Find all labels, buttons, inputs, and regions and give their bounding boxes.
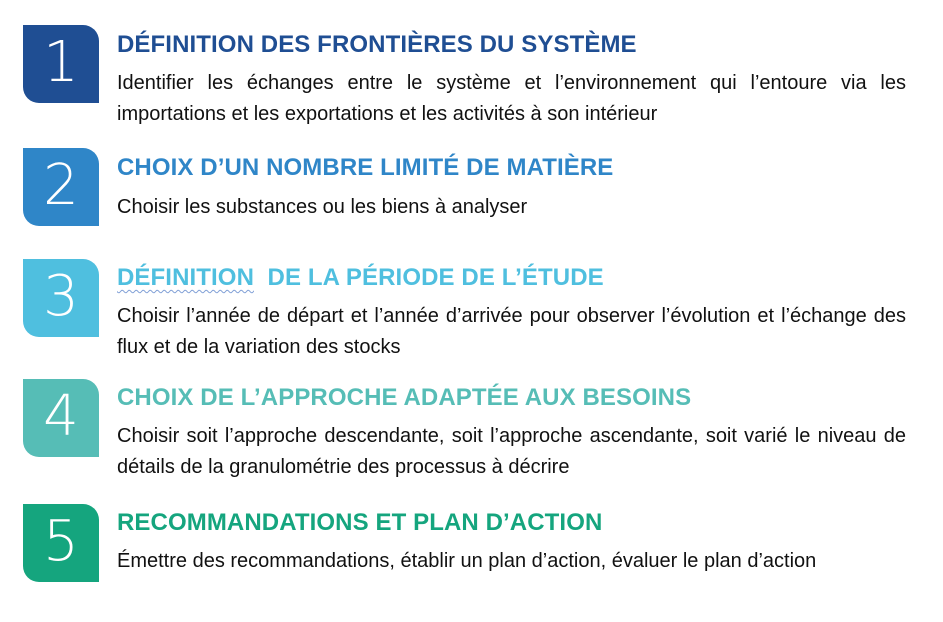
step-number-badge [23,259,99,337]
step-title: CHOIX DE L’APPROCHE ADAPTÉE AUX BESOINS [117,384,692,411]
step-title: RECOMMANDATIONS ET PLAN D’ACTION [117,509,603,536]
step-number-badge [23,379,99,457]
step-description: Identifier les échanges entre le système et l’environnement qui l’entoure via les importations et les exportations et les activités à son intérieur [117,72,906,125]
step-description: Choisir l’année de départ et l’année d’arrivée pour observer l’évolution et l’échange des flux et de la variation des stocks [117,305,906,358]
step-number: 3 [43,264,79,329]
step-title-part-1: DÉFINITION [117,264,254,291]
step-title: CHOIX D’UN NOMBRE LIMITÉ DE MATIÈRE [117,154,614,181]
step-number-badge [23,25,99,103]
step-number-badge [23,148,99,226]
step-number: 2 [43,153,79,218]
step-title: DÉFINITION DES FRONTIÈRES DU SYSTÈME [117,31,637,58]
step-number: 4 [43,384,79,449]
step-description: Émettre des recommandations, établir un plan d’action, évaluer le plan d’action [117,550,817,572]
step-number-badge [23,504,99,582]
step-description: Choisir soit l’approche descendante, soit l’approche ascendante, soit varié le niveau de détails de la granulométrie des processus à décrire [117,425,906,478]
step-title-part-2: DE LA PÉRIODE DE L’ÉTUDE [254,264,604,291]
step-number: 1 [43,30,79,95]
step-title [117,264,604,292]
step-description: Choisir les substances ou les biens à analyser [117,196,528,218]
step-number: 5 [43,509,79,574]
